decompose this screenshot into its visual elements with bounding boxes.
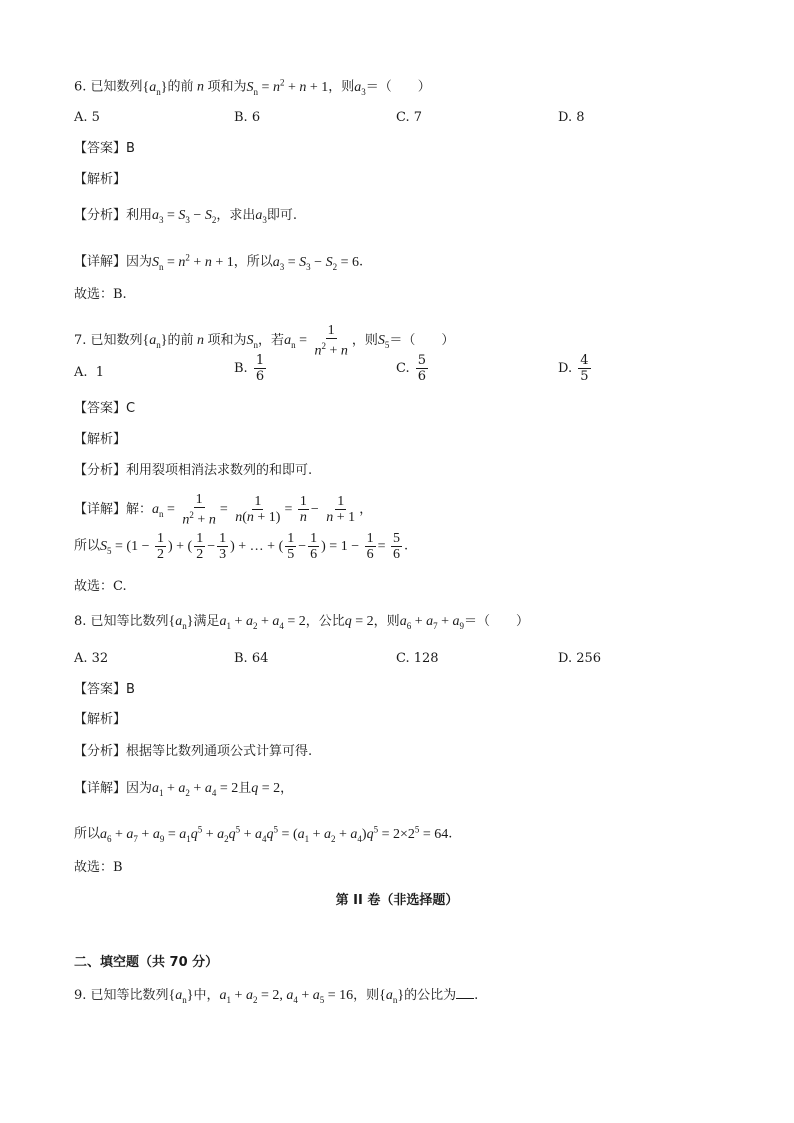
q6-jiexi-heading: 【解析】 [74,172,127,187]
part2-title: 第 II 卷（非选择题） [335,893,459,908]
q8-suoyi: 所以$a_6 + a_7 + a_9 = a_1q^5 + a_2q^5 + a_4q^5 = (a_1 + a_2 + a_4)q^5 = 2\times 2^5 = 64$. [74,824,453,844]
q7-option-d: D. $\frac{4}{5}$ [558,353,589,384]
q8-xiangjie: 【详解】因为$a_1 + a_2 + a_4 = 2$且q = 2， [74,781,294,798]
q7-option-a: A. 1 [74,365,105,380]
math-sn-formula: $S_n = n^2 + n + 1$ [246,77,329,97]
q7-suoyi: 所以$S_5 = (1$ − $\frac{1}{2}$ ) + ( $\frac{1}{2}$ − $\frac{1}{3}$ ) + … + ( $\frac{1}{5}$ − $\frac{1}{6}$ ) = 1 − $\frac{1}{6}$ = $\frac{5}{6}$ . [74,531,409,562]
q8-fenxi: 【分析】根据等比数列通项公式计算可得. [74,744,313,759]
q8-guxuan: 故选：B [74,860,123,875]
q6-guxuan: 故选：B. [74,287,127,302]
q8-answer: 【答案】B [74,682,135,697]
q8-stem: 8. 已知等比数列$\{a_n\}$满足$a_1 + a_2 + a_4 = 2$，公比q = 2，则$a_6 + a_7 + a_9=$（ ） [74,614,530,631]
q9-stem: 9. 已知等比数列$\{a_n\}$中，$a_1 + a_2 = 2$, $a_4 + a_5 = 16$，则$\{a_n\}$的公比为 . [74,988,479,1005]
answer-blank [456,998,474,999]
q6-answer: 【答案】B [74,141,135,156]
q6-xiangjie: 【详解】因为$S_n = n^2 + n + 1$，所以$a_3 = S_3 - S_2 = 6$. [74,252,364,272]
q6-option-b: B. 6 [234,110,261,125]
q6-option-c: C. 7 [396,110,423,125]
q7-answer: 【答案】C [74,401,136,416]
q8-option-c: C. 128 [396,651,439,666]
q7-guxuan: 故选：C. [74,579,127,594]
q7-option-c: C. $\frac{5}{6}$ [396,353,427,384]
q6-option-d: D. 8 [558,110,585,125]
math-seq-an: $\{a_n\}$ [142,79,168,97]
q6-stem: 6. 已知数列$\{a_n\}$的前 n 项和为$S_n = n^2 + n + 1$，则$a_3=$（ ） [74,77,431,97]
q7-stem: 7. 已知数列$\{a_n\}$的前 n 项和为$S_n$，若$a_n$ = $\frac{1}{n^2 + n}$ ，则$S_5=$（ ） [74,323,455,359]
q8-option-b: B. 64 [234,651,269,666]
q7-fenxi: 【分析】利用裂项相消法求数列的和即可. [74,463,313,478]
q6-option-a: A. 5 [74,110,100,125]
q7-jiexi-heading: 【解析】 [74,432,127,447]
q8-option-a: A. 32 [74,651,109,666]
q7-xiangjie: 【详解】解：$a_n$ = $\frac{1}{n^2 + n}$ = $\frac{1}{n(n + 1)}$ = $\frac{1}{n}$ − $\frac{1}{n + 1}$ ， [74,492,373,528]
section2-heading: 二、填空题（共 70 分） [74,955,219,970]
q8-jiexi-heading: 【解析】 [74,712,127,727]
q8-option-d: D. 256 [558,651,602,666]
q6-fenxi: 【分析】利用$a_3 = S_3 - S_2$，求出$a_3$即可. [74,208,297,225]
q7-option-b: B. $\frac{1}{6}$ [234,353,265,384]
